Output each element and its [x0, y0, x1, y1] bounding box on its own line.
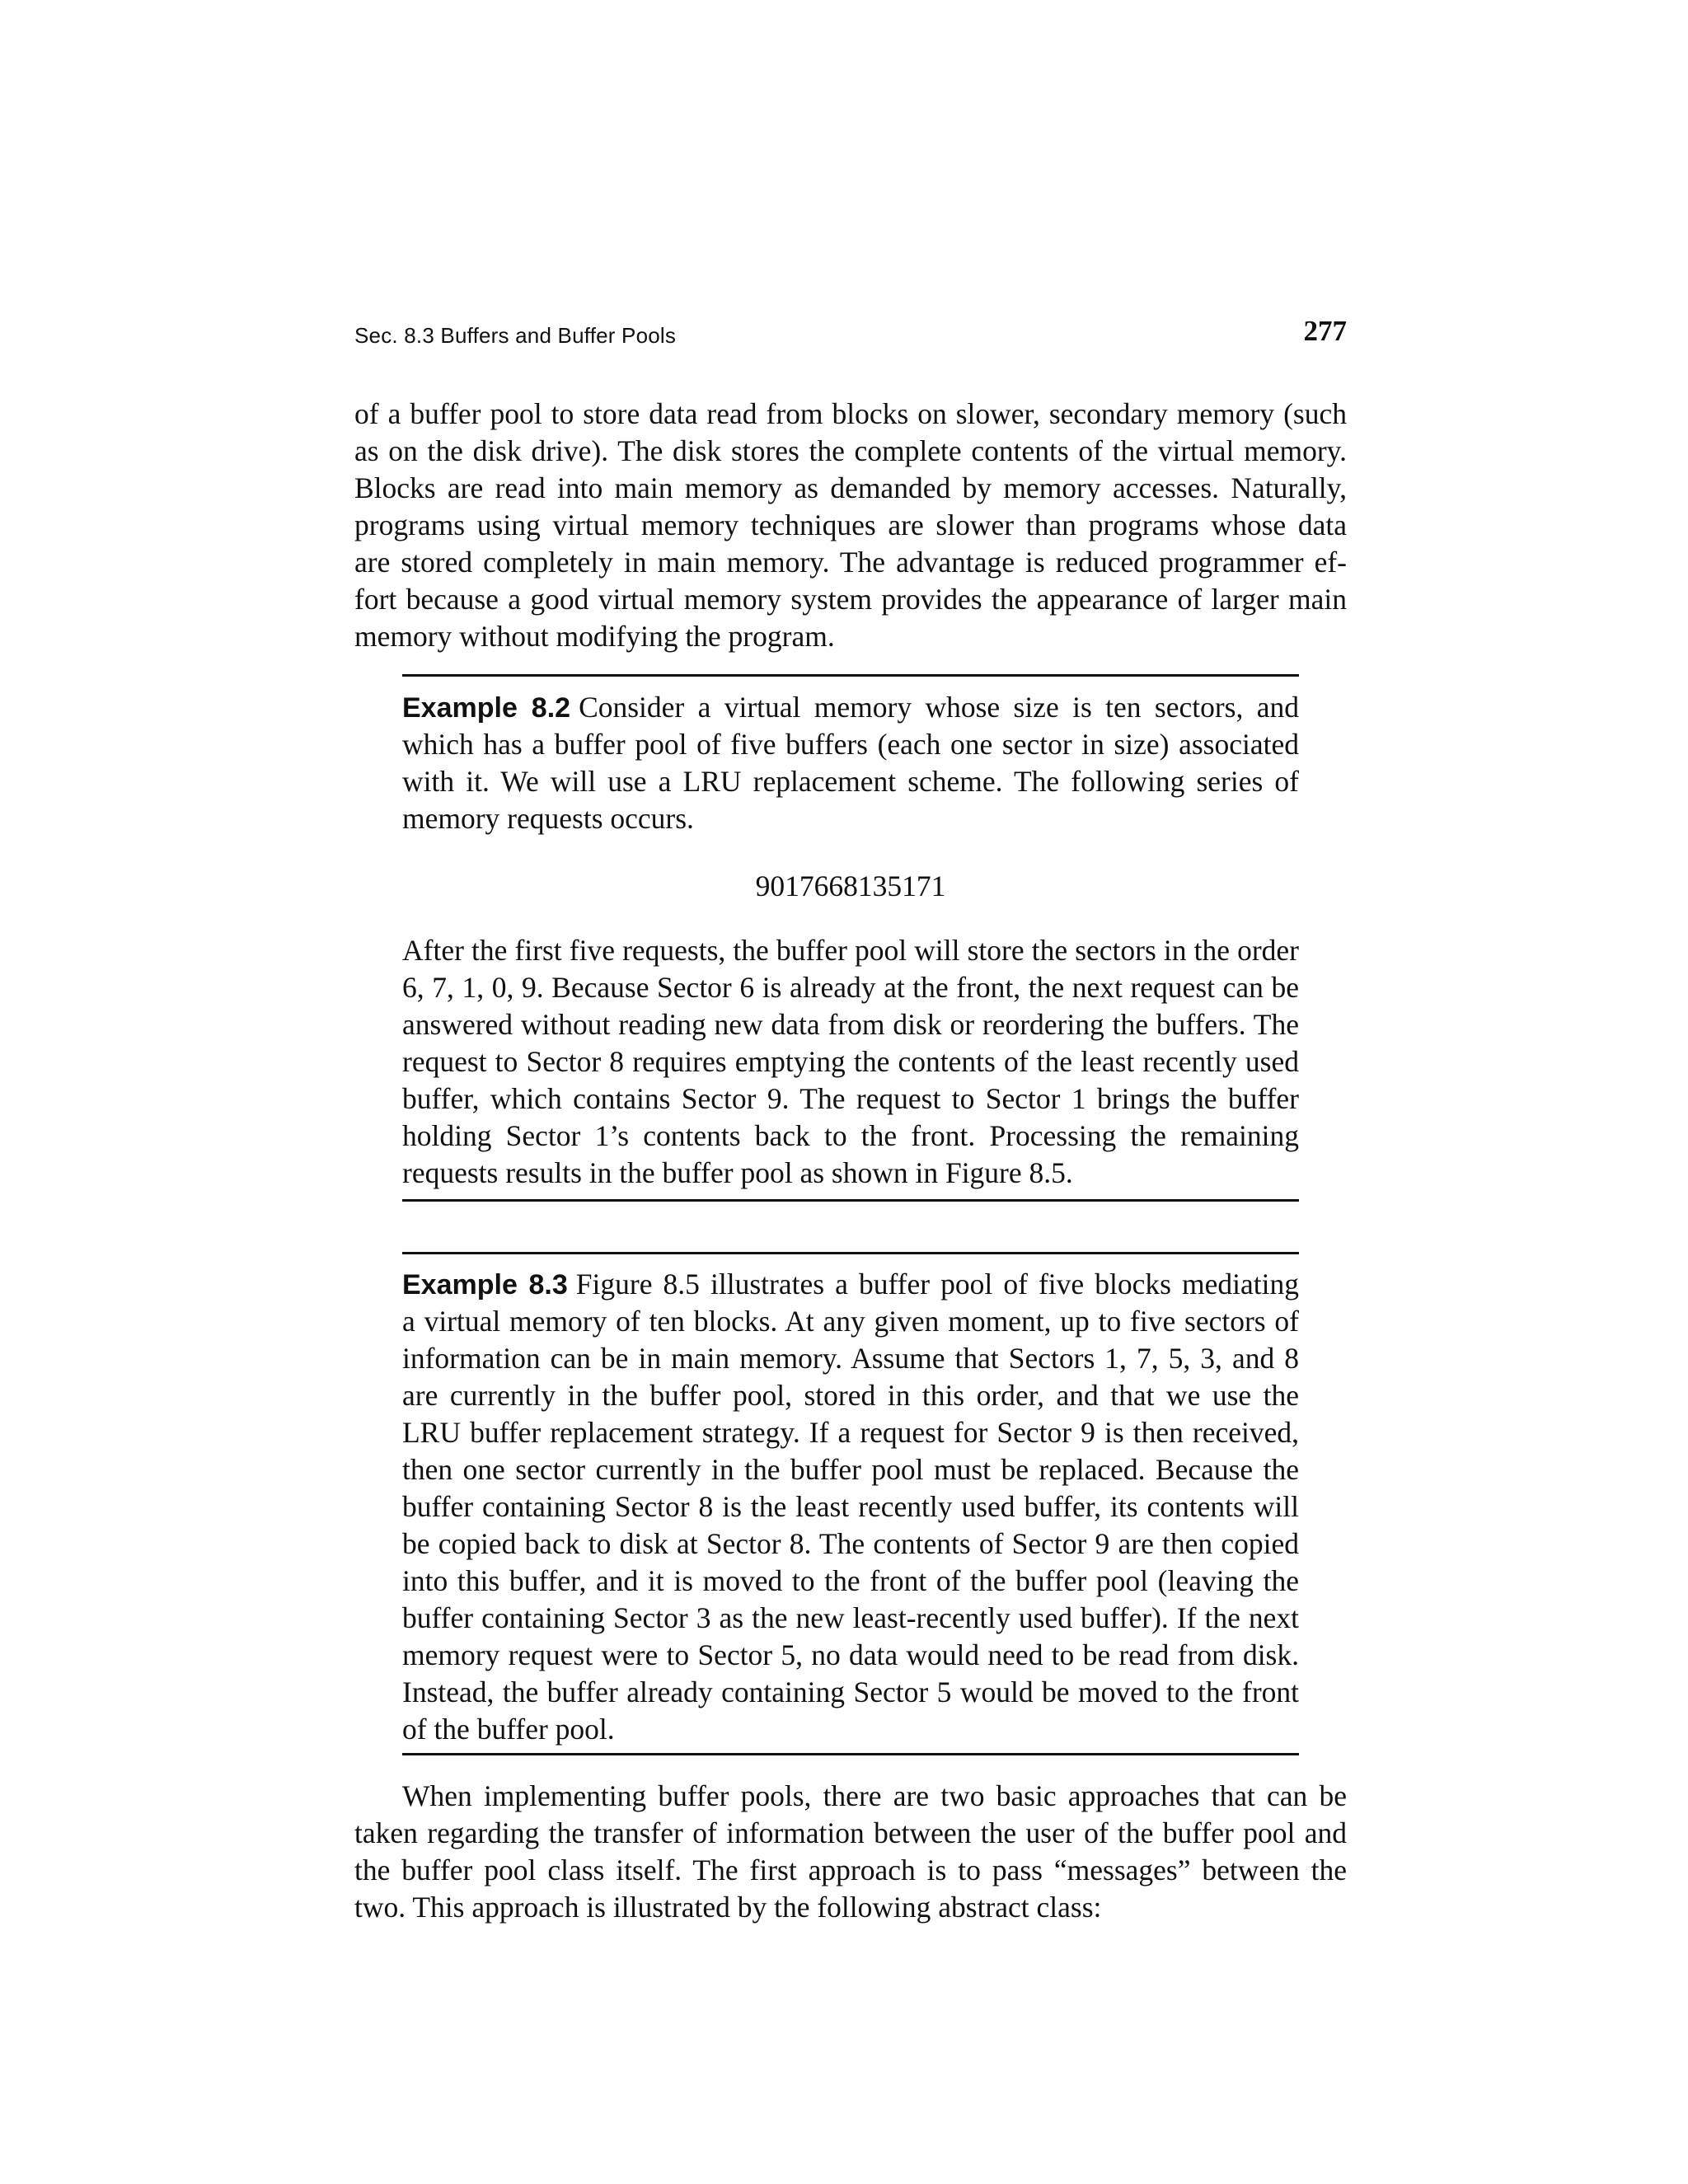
example-8-2-bottom-rule	[402, 1199, 1299, 1202]
text-line: as on the disk drive). The disk stores the complete contents of the virtual memory.	[354, 434, 1347, 467]
text-line: request to Sector 8 requires emptying the contents of the least recently used	[402, 1045, 1299, 1078]
text-line	[402, 689, 1299, 726]
text-line: then one sector currently in the buffer pool must be replaced. Because the	[402, 1453, 1299, 1486]
text-line: memory request were to Sector 5, no data would need to be read from disk.	[402, 1638, 1299, 1671]
text-line: buffer, which contains Sector 9. The request to Sector 1 brings the buffer	[402, 1082, 1299, 1115]
example-8-3-label: Example 8.3	[402, 1269, 568, 1301]
text-line: fort because a good virtual memory system provides the appearance of larger main	[354, 583, 1347, 616]
running-head: Sec. 8.3 Buffers and Buffer Pools	[354, 323, 677, 348]
text-line: two. This approach is illustrated by the following abstract class:	[354, 1891, 1102, 1924]
text-line: programs using virtual memory techniques are slower than programs whose data	[354, 509, 1347, 541]
text-line: information can be in main memory. Assume that Sectors 1, 7, 5, 3, and 8	[402, 1342, 1299, 1375]
text-line: the buffer pool class itself. The first approach is to pass “messages” between the	[354, 1854, 1347, 1886]
example-8-2-intro	[402, 689, 1299, 837]
example-8-3	[402, 1266, 1299, 1748]
page-number: 277	[1303, 315, 1347, 347]
closing-paragraph	[354, 1778, 1347, 1926]
example-8-2-top-rule	[402, 674, 1299, 677]
text-line: be copied back to disk at Sector 8. The contents of Sector 9 are then copied	[402, 1527, 1299, 1560]
intro-paragraph	[354, 396, 1347, 655]
text-line: answered without reading new data from disk or reordering the buffers. The	[402, 1008, 1299, 1041]
text-line: of the buffer pool.	[402, 1713, 615, 1746]
text-line: memory without modifying the program.	[354, 620, 835, 653]
text-line: a virtual memory of ten blocks. At any given moment, up to five sectors of	[402, 1305, 1299, 1338]
text-line: When implementing buffer pools, there are two basic approaches that can be	[402, 1779, 1347, 1812]
text-line: holding Sector 1’s contents back to the front. Processing the remaining	[402, 1119, 1299, 1152]
text-line: Blocks are read into main memory as demanded by memory accesses. Naturally,	[354, 471, 1347, 504]
text-line: into this buffer, and it is moved to the front of the buffer pool (leaving the	[402, 1564, 1299, 1597]
text-line: memory requests occurs.	[402, 802, 694, 835]
text-line: 6, 7, 1, 0, 9. Because Sector 6 is already at the front, the next request can be	[402, 971, 1299, 1004]
text-line: LRU buffer replacement strategy. If a request for Sector 9 is then received,	[402, 1416, 1299, 1449]
example-8-3-top-rule	[402, 1252, 1299, 1254]
example-8-2-first-line: Consider a virtual memory whose size is ten sectors, and	[579, 691, 1299, 724]
example-8-2-label: Example 8.2	[402, 692, 571, 724]
text-line: buffer containing Sector 8 is the least recently used buffer, its contents will	[402, 1490, 1299, 1523]
text-line: are stored completely in main memory. The advantage is reduced programmer ef-	[354, 546, 1347, 579]
text-line: requests results in the buffer pool as shown in Figure 8.5.	[402, 1156, 1073, 1189]
text-line: After the first five requests, the buffer pool will store the sectors in the order	[402, 934, 1299, 967]
text-line: are currently in the buffer pool, stored in this order, and that we use the	[402, 1379, 1299, 1412]
text-line: taken regarding the transfer of information between the user of the buffer pool and	[354, 1816, 1347, 1849]
text-line: which has a buffer pool of five buffers (each one sector in size) associated	[402, 728, 1299, 761]
example-8-3-bottom-rule	[402, 1753, 1299, 1755]
example-8-3-first-line: Figure 8.5 illustrates a buffer pool of five blocks mediating	[575, 1268, 1299, 1301]
example-8-2-body	[402, 932, 1299, 1192]
text-line	[402, 1266, 1299, 1303]
memory-request-sequence: 9017668135171	[755, 869, 946, 902]
text-line: of a buffer pool to store data read from blocks on slower, secondary memory (such	[354, 397, 1347, 430]
text-line: Instead, the buffer already containing Sector 5 would be moved to the front	[402, 1675, 1299, 1708]
text-line: with it. We will use a LRU replacement scheme. The following series of	[402, 765, 1299, 798]
text-line: buffer containing Sector 3 as the new least-recently used buffer). If the next	[402, 1601, 1299, 1634]
